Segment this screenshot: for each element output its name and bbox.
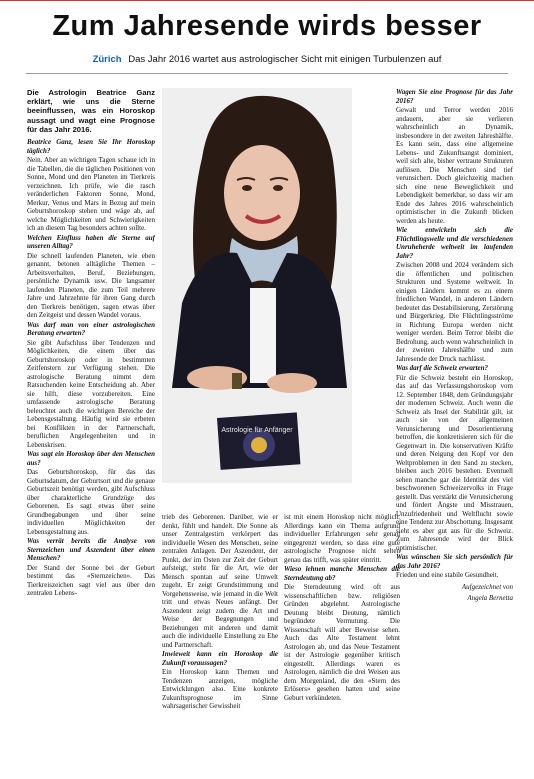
question: Welchen Einfluss haben die Sterne auf unseren Alltag? [27, 233, 155, 251]
answer: Für die Schweiz besteht ein Horoskop, das auf das Verfassungshoroskop vom 12. September 1848, dem Gründungsjahr der modernen Schweiz. Auch wenn die Schweiz als Insel der Stabilität gilt, ist auch sie von der allgemeinen Verunsicherung und Desorientierung betroffen, die konkretisieren sich für die Gegenwart in. Die konservativen Kräfte und deren Neigung den Kopf vor den Weltproblemen in den Sand zu stecken, bleiben auch 2016 bestehen. Eventuell sehen manche gar die Identität des viel beschworenen Schweizervolks in Frage gestellt. Das verstärkt die Verunsicherung und fördert Ängste und Misstrauen, Unzufriedenheit und Weltflucht sowie eine Tendenz zur Abschottung. Insgesamt sieht es aber gut aus für die Schweiz. Zum Jahresende wird der Blick optimistischer. [396, 373, 513, 552]
answer: Die Sterndeutung wird oft aus wissenschaftlichen bzw. religiösen Gründen abgelehnt. Astrologische Deutung bleibt Deutung, nämlich begründete Vermutung. Die Wissenschaft will aber Beweise sehen. Auch das Alte Testament lehnt Astrologen ab, und das Neue Testament ist der Astrologie gegenüber kritisch eingestellt. Allerdings waren es Astrologen, nämlich die drei Weisen aus dem Morgenland, die den «Stern des Erlösers» gesehen hatten und seine Geburt verkündeten. [284, 583, 400, 702]
question: Was darf die Schweiz erwarten? [396, 364, 489, 372]
lead-paragraph: Die Astrologin Beatrice Ganz erklärt, wie uns die Sterne beeinflussen, was ein Horoskop aussagt und wagt eine Prognose für das Jahr 2016. [27, 88, 155, 134]
answer: Zwischen 2008 und 2024 verändern sich die öffentlichen und politischen Strukturen und Systeme weltweit. In einigen Ländern kommt es zu einem friedlichen Wandel, in anderen Ländern bedeutet das Destabilisierung, Zerstörung und Bürgerkrieg. Die Flüchtlingsströme in Richtung Europa werden nicht weniger werden. Beim Terror bleibt die Bedrohung, auch wenn wahrscheinlich in der zweiten Jahreshälfte und zum Jahresende der Druck nachlässt. [396, 261, 513, 363]
header-divider [26, 73, 508, 74]
answer: Das Geburtshoroskop, für das das Geburtsdatum, der Geburtsort und die genaue Geburtszeit benötigt werden, gibt Aufschluss über charakterliche Grundzüge des Geborenen. Es sagt etwas über seine Grundbegabungen und über seine individuellen Möglichkeiten der Lebensgestaltung aus. [27, 468, 155, 536]
paragraph: trieb des Geborenen. Darüber, wie er denkt, fühlt und handelt. Die Sonne als unser Zentralgestirn verkörpert das individuelle Wesen des Menschen, seine zentralen Anlagen. Der Aszendent, der Punkt, der im Osten zur Zeit der Geburt aufsteigt, steht für die Art, wie der Mensch spontan auf seine Umwelt zugeht. Er zeigt Grundstimmung und Vorgehensweise, wie jemand in die Welt tritt und etwas Neues anfängt. Der Aszendent zeigt zudem die Art und Weise der Begegnungen und Beziehungen mit anderen und damit auch die individuelle Einstellung zu Ehe und Partnerschaft. [162, 513, 278, 649]
answer: Die schnell laufenden Planeten, wie eben genannt, betonen alltägliche Themen – Arbeitsverhalten, Beruf, Beziehungen, persönliche Dynamik usw. Die langsamer laufenden Planeten, die zum Teil mehrere Jahre und Jahrzehnte für ihren Gang durch den Tierkreis benötigen, sagen etwas über den Zeitgeist und dessen Wandel voraus. [27, 251, 155, 320]
answer: Frieden und eine stabile Gesundheit. [396, 571, 499, 579]
portrait-photo [162, 88, 352, 483]
question: Was wünschen Sie sich persönlich für das Jahr 2016? [396, 553, 513, 570]
question: Wagen Sie eine Prognose für das Jahr 2016? [396, 88, 513, 105]
headline: Zum Jahresende wirds besser [52, 10, 482, 42]
book-title: Astrologie für Anfänger [221, 427, 293, 434]
column-3 [284, 513, 400, 771]
column-4 [396, 88, 513, 771]
question: Wie entwickeln sich die Flüchtlingswelle und die verschiedenen Unruheherde weltweit im laufenden Jahr? [396, 226, 513, 260]
dateline-city: Zürich [92, 54, 122, 65]
subheadline [0, 54, 534, 65]
portrait-illustration [162, 88, 352, 483]
answer: Der Stand der Sonne bei der Geburt bestimmt das «Sternzeichen». Das Tierkreiszeichen sagt viel aus über den zentralen Lebens- [27, 563, 155, 598]
answer: Gewalt und Terror werden 2016 andauern, aber sie verlieren wahrscheinlich an Dynamik, insbesondere in der zweiten Jahreshälfte. Es kann sein, dass eine allgemeine Lebens- und Zukunftsangst dominiert, weil sich alte, bisher vertraute Strukturen auflösen. Die Menschen sind tief verunsichert. Doch gleichzeitig machen sich eine neue Beweglichkeit und Lebendigkeit bemerkbar, so dass wir am Ende des Jahres 2016 wahrscheinlich optimistischer in die Zukunft blicken werden als heute. [396, 106, 513, 225]
credit-author: Angela Bernetta [467, 594, 513, 602]
answer: Ein Horoskop kann Themen und Tendenzen anzeigen, mögliche Entwicklungen also. Eine konkrete Zukunftsprognose im Sinne wahrsagerischer Gewissheit [162, 668, 278, 710]
top-rule [0, 0, 534, 6]
answer: Nein. Aber an wichtigen Tagen schaue ich in die Tabellen, die die täglichen Positionen von Sonne, Mond und den Planeten im Tierkreis verzeichnen. Ich prüfe, wie die rasch veränderlichen Faktoren Sonne, Mond, Merkur, Venus und Mars in Bezug auf mein Geburtshoroskop stehen und wäge ab, auf welche Möglichkeiten und Schwierigkeiten ich an diesem Tag besonders achten sollte. [27, 156, 155, 233]
question: Beatrice Ganz, lesen Sie Ihr Horoskop täglich? [27, 138, 155, 155]
question: Inwieweit kann ein Horoskop die Zukunft voraussagen? [162, 650, 278, 667]
credit-label: Aufgezeichnet von [461, 582, 513, 591]
answer: Sie gibt Aufschluss über Tendenzen und Möglichkeiten, die einem über das Geburtshoroskop oder in bestimmten Zeitfenstern zur Verfügung stehen. Die astrologische Beratung nimmt dem Ratsuchenden keine Entscheidung ab. Aber sie hilft, diese vorzubereiten. Eine umfassende astrologische Beratung beleuchtet auch die wichtigen Bereiche der Lebensgestaltung. Häufig wird sie erbeten bei Konflikten in der Partnerschaft, beruflichen Angelegenheiten und in Lebenskrisen. [27, 338, 155, 449]
column-2 [162, 513, 278, 771]
paragraph: ist mit einem Horoskop nicht möglich. Allerdings kann ein Thema aufgrund individueller Erfahrungen sehr genau eingegrenzt werden, so dass eine gute astrologische Prognose nicht selten genau das trifft, was später eintritt. [284, 513, 400, 564]
question: Wieso lehnen manche Menschen die Sterndeutung ab? [284, 565, 400, 582]
question: Was darf man von einer astrologischen Beratung erwarten? [27, 320, 155, 338]
question: Was sagt ein Horoskop über den Menschen aus? [27, 450, 155, 467]
column-1 [27, 88, 155, 771]
question: Was verrät bereits die Analyse von Sternzeichen und Aszendent über einen Menschen? [27, 537, 155, 563]
subheadline-text: Das Jahr 2016 wartet aus astrologischer Sicht mit einigen Turbulenzen auf [128, 54, 442, 65]
